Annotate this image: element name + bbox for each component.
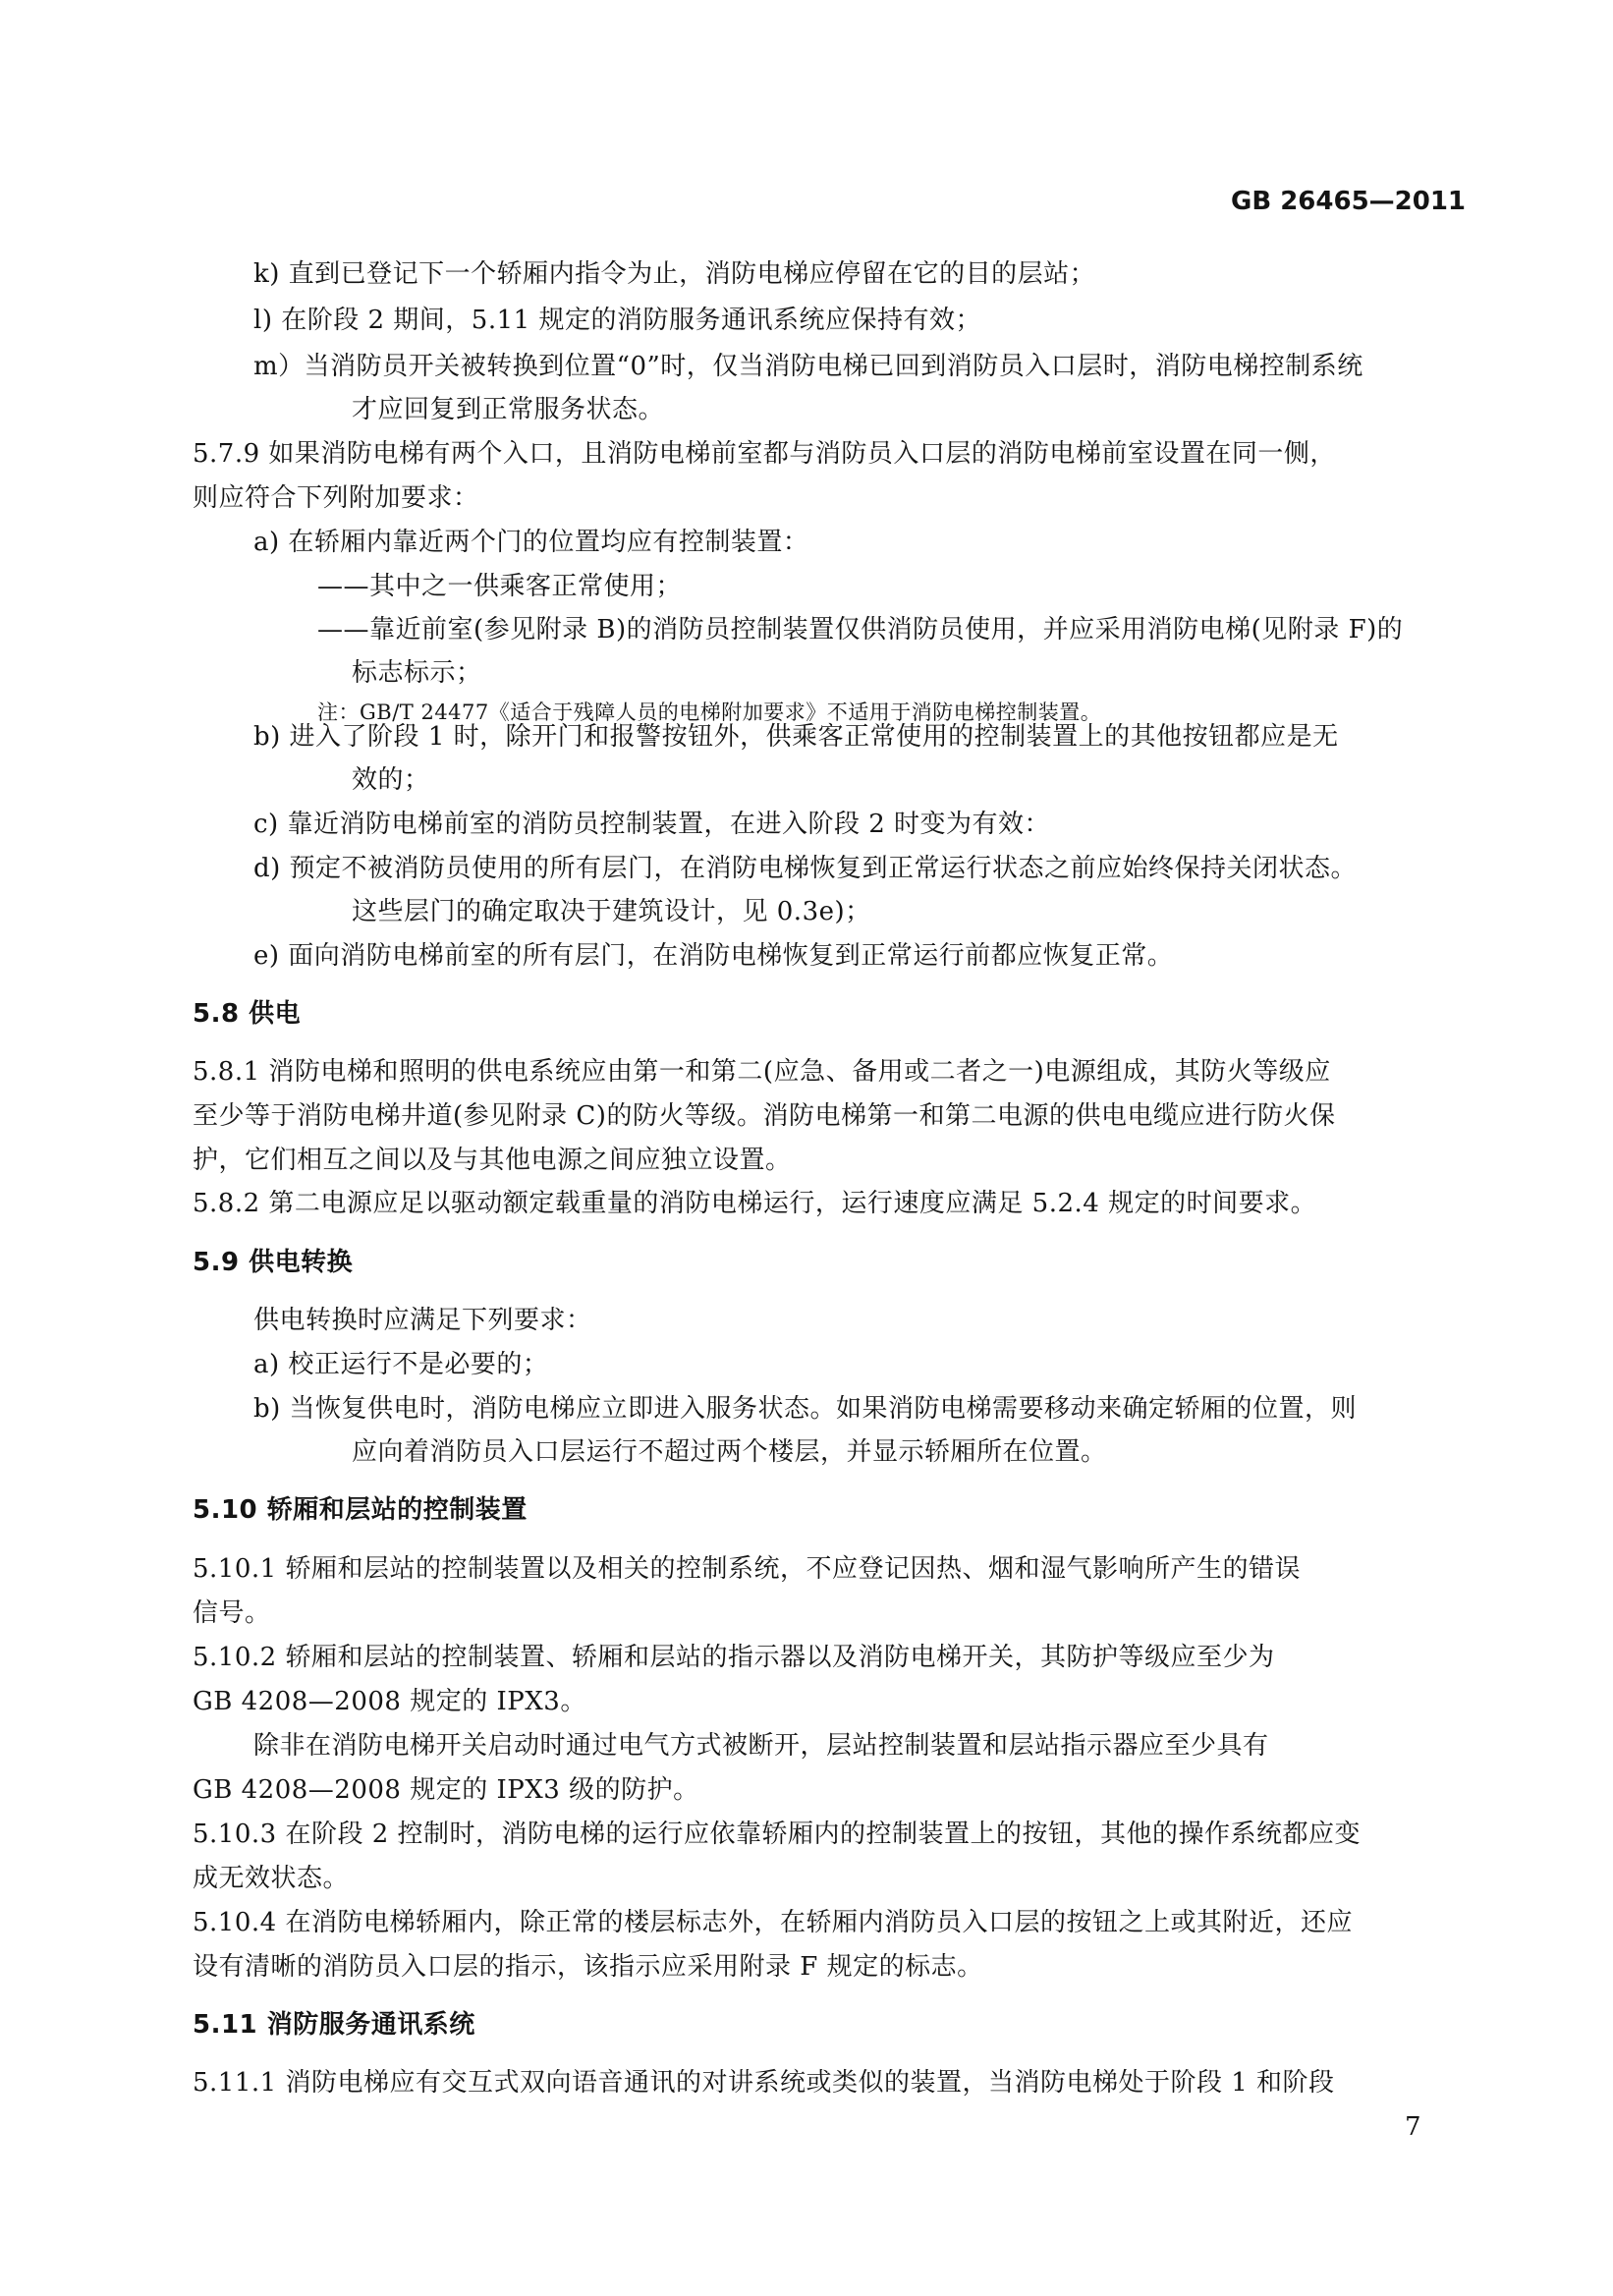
item-m: m）当消防员开关被转换到位置“0”时，仅当消防电梯已回到消防员入口层时，消防电梯控制系统 (253, 352, 1363, 381)
item-d: d) 预定不被消防员使用的所有层门，在消防电梯恢复到正常运行状态之前应始终保持关闭状态。 (253, 854, 1358, 883)
dash-item-2: ——靠近前室(参见附录 B)的消防员控制装置仅供消防员使用，并应采用消防电梯(见附录 F)的 (317, 615, 1404, 644)
clause-5-8-1: 5.8.1 消防电梯和照明的供电系统应由第一和第二(应急、备用或二者之一)电源组成，其防火等级应 (193, 1057, 1331, 1087)
clause-5-11-1: 5.11.1 消防电梯应有交互式双向语音通讯的对讲系统或类似的装置，当消防电梯处于阶段 1 和阶段 (193, 2068, 1335, 2098)
item-a: a) 在轿厢内靠近两个门的位置均应有控制装置： (253, 528, 809, 557)
item-5-9-b: b) 当恢复供电时，消防电梯应立即进入服务状态。如果消防电梯需要移动来确定轿厢的位置，则 (253, 1394, 1358, 1424)
clause-5-10-3: 5.10.3 在阶段 2 控制时，消防电梯的运行应依靠轿厢内的控制装置上的按钮，其他的操作系统都应变 (193, 1820, 1362, 1849)
clause-5-10-2: 5.10.2 轿厢和层站的控制装置、轿厢和层站的指示器以及消防电梯开关，其防护等级应至少为 (193, 1643, 1275, 1672)
note: 注：GB/T 24477《适合于残障人员的电梯附加要求》不适用于消防电梯控制装置。 (317, 700, 1102, 724)
item-d-cont: 这些层门的确定取决于建筑设计，见 0.3e)； (352, 897, 871, 926)
section-5-8-heading: 5.8 供电 (193, 999, 302, 1029)
item-b: b) 进入了阶段 1 时，除开门和报警按钮外，供乘客正常使用的控制装置上的其他按钮都应是无 (253, 722, 1339, 752)
item-5-9-a: a) 校正运行不是必要的； (253, 1350, 549, 1379)
item-5-9-b-cont: 应向着消防员入口层运行不超过两个楼层，并显示轿厢所在位置。 (352, 1437, 1107, 1467)
item-m-cont: 才应回复到正常服务状态。 (352, 395, 665, 424)
item-b-cont: 效的； (352, 765, 430, 795)
clause-5-10-1-cont: 信号。 (193, 1598, 271, 1628)
clause-5-10-4-cont: 设有清晰的消防员入口层的指示，该指示应采用附录 F 规定的标志。 (193, 1952, 983, 1982)
item-e: e) 面向消防电梯前室的所有层门，在消防电梯恢复到正常运行前都应恢复正常。 (253, 941, 1174, 971)
clause-5-10-1: 5.10.1 轿厢和层站的控制装置以及相关的控制系统，不应登记因热、烟和湿气影响所产生的错误 (193, 1554, 1301, 1584)
item-k: k) 直到已登记下一个轿厢内指令为止，消防电梯应停留在它的目的层站； (253, 259, 1096, 289)
section-5-9-intro: 供电转换时应满足下列要求： (253, 1306, 592, 1335)
item-l: l) 在阶段 2 期间，5.11 规定的消防服务通讯系统应保持有效； (253, 306, 981, 335)
clause-5-8-1-cont-2: 护，它们相互之间以及与其他电源之间应独立设置。 (193, 1146, 792, 1175)
item-c: c) 靠近消防电梯前室的消防员控制装置，在进入阶段 2 时变为有效： (253, 810, 1051, 839)
section-5-11-heading: 5.11 消防服务通讯系统 (193, 2010, 475, 2040)
dash-item-2-cont: 标志标示； (352, 658, 482, 688)
clause-5-7-9: 5.7.9 如果消防电梯有两个入口，且消防电梯前室都与消防员入口层的消防电梯前室设置在同一侧， (193, 439, 1336, 469)
clause-5-8-1-cont-1: 至少等于消防电梯井道(参见附录 C)的防火等级。消防电梯第一和第二电源的供电电缆应进行防火保 (193, 1101, 1336, 1131)
standard-number: GB 26465—2011 (1231, 187, 1467, 216)
clause-5-10-2-para: 除非在消防电梯开关启动时通过电气方式被断开，层站控制装置和层站指示器应至少具有 (253, 1731, 1269, 1761)
clause-5-8-2: 5.8.2 第二电源应足以驱动额定载重量的消防电梯运行，运行速度应满足 5.2.4 规定的时间要求。 (193, 1189, 1317, 1218)
dash-item-1: ——其中之一供乘客正常使用； (317, 572, 683, 601)
clause-5-10-4: 5.10.4 在消防电梯轿厢内，除正常的楼层标志外，在轿厢内消防员入口层的按钮之上或其附近，还应 (193, 1908, 1353, 1937)
section-5-10-heading: 5.10 轿厢和层站的控制装置 (193, 1495, 528, 1525)
clause-5-10-3-cont: 成无效状态。 (193, 1864, 350, 1893)
clause-5-10-2-para-cont: GB 4208—2008 规定的 IPX3 级的防护。 (193, 1775, 699, 1805)
clause-5-7-9-cont: 则应符合下列附加要求： (193, 483, 479, 513)
section-5-9-heading: 5.9 供电转换 (193, 1248, 354, 1277)
page-number: 7 (1405, 2112, 1422, 2142)
clause-5-10-2-cont: GB 4208—2008 规定的 IPX3。 (193, 1687, 586, 1716)
